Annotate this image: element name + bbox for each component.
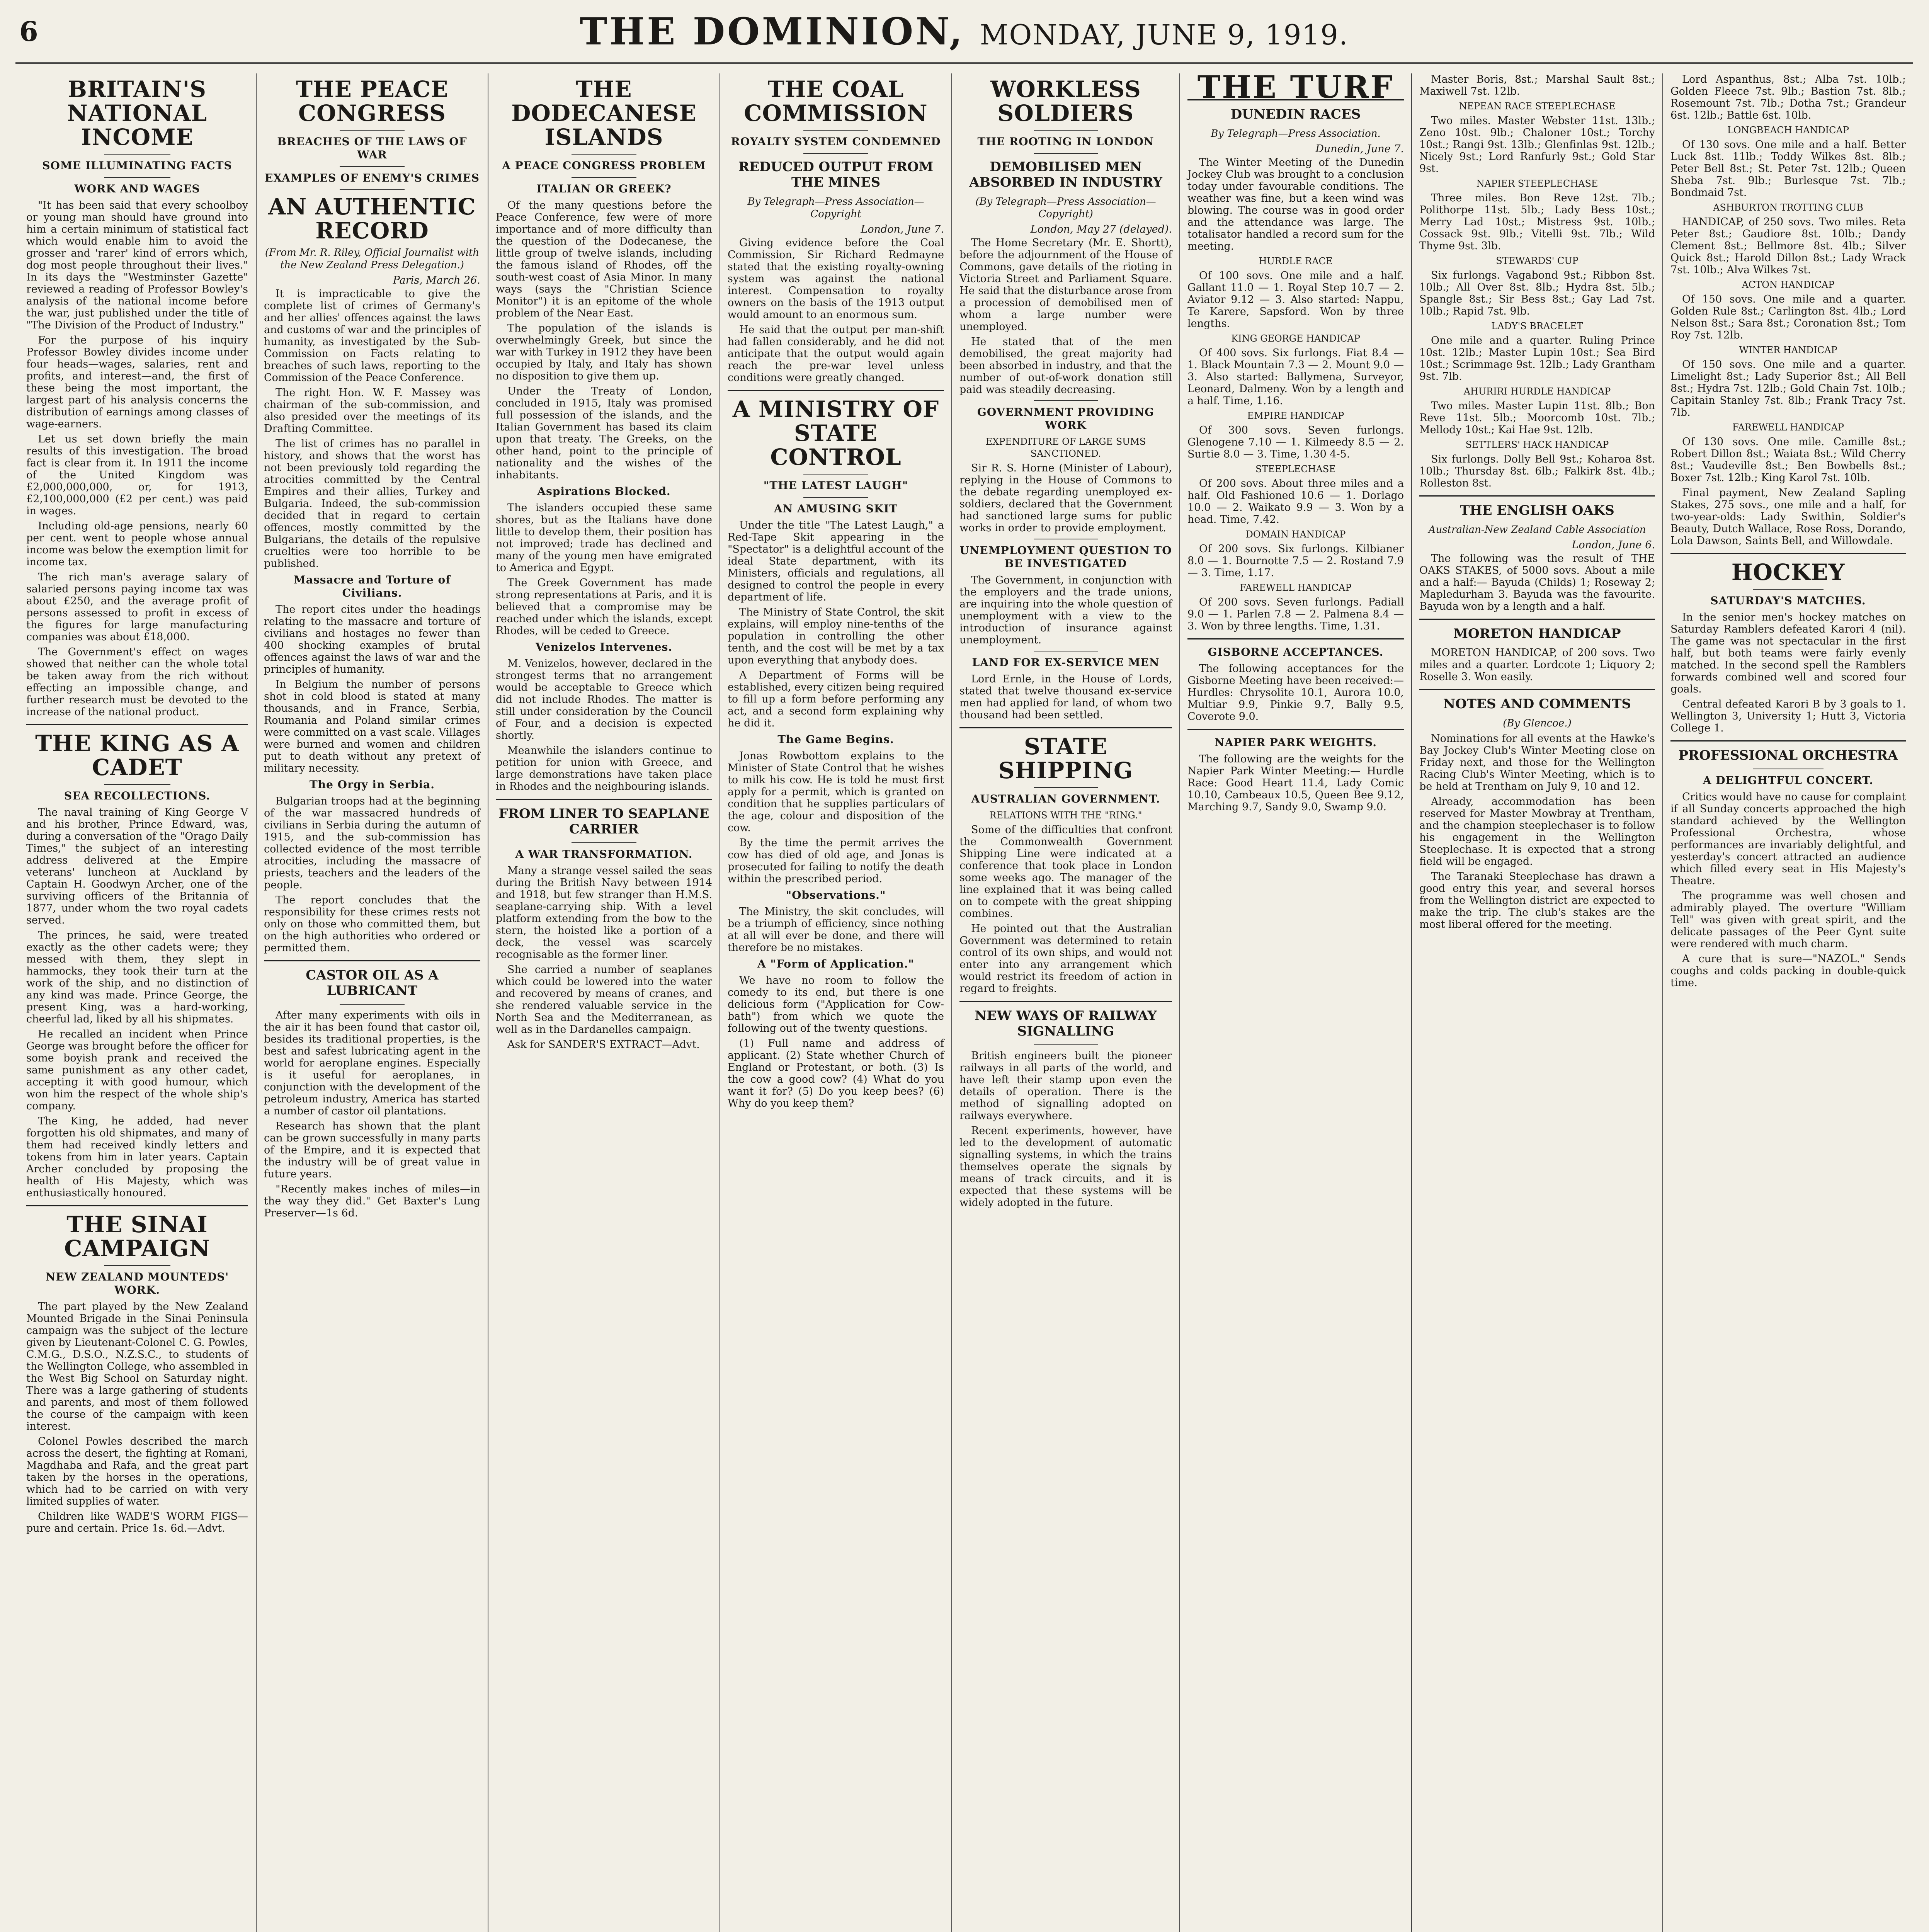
dateline: London, May 27 (delayed). bbox=[1030, 223, 1172, 235]
paragraph: The Government, in conjunction with the employers and the trade unions, are inquiring into the whole question of unemployment with a view to the introduction of insurance against unemployment. bbox=[959, 574, 1172, 646]
advertisement: A cure that is sure—"NAZOL." Sends coughs and colds packing in double-quick time. bbox=[1670, 953, 1906, 989]
headline-national-income: BRITAIN'S NATIONAL INCOME bbox=[67, 76, 208, 150]
subhead: GISBORNE ACCEPTANCES. bbox=[1208, 646, 1384, 658]
paragraph: Recent experiments, however, have led to the development of automatic signalling systems, in which the trains themselves operate the signals by means of track circuits, and it is expected that these systems will be widely adopted in the future. bbox=[959, 1125, 1172, 1209]
paragraph: The Government's effect on wages showed that neither can the whole total be taken away from the rich without effecting an impossible change, and further research must be devoted to the increase of the national product. bbox=[26, 646, 248, 718]
paragraph: He pointed out that the Australian Government was determined to retain control of its own ships, and would not enter into any arrangement which would restrict its freedom of action in regard to freights. bbox=[959, 923, 1172, 995]
race-title: SETTLERS' HACK HANDICAP bbox=[1465, 439, 1609, 450]
subhead: A "Form of Application." bbox=[757, 957, 914, 970]
column-rule bbox=[1179, 73, 1180, 1932]
subhead: AN AMUSING SKIT bbox=[774, 502, 898, 515]
paragraph: Jonas Rowbottom explains to the Minister of State Control that he wishes to milk his cow. He is told he must first apply for a permit, which is granted on condition that he supplies particulars of the age, colour and disposition of the cow. bbox=[728, 750, 944, 834]
headline-sinai-campaign: THE SINAI CAMPAIGN bbox=[64, 1211, 210, 1262]
subhead: "Observations." bbox=[786, 889, 886, 901]
column-rule bbox=[1662, 73, 1663, 1932]
paragraph: (1) Full name and address of applicant. (2) State whether Church of England or Protestant, or both. (3) Is the cow a good cow? (4) What do you want it for? (5) Do you keep bees? (6) Why do you keep them? bbox=[728, 1037, 944, 1109]
race-entries: Of 150 sovs. One mile and a quarter. Limelight 8st.; Lady Superior 8st.; All Bell 8st.; Hydra 7st. 12lb.; Gold Chain 7st. 10lb.; Capitain Stanley 7st. 8lb.; Frank Tracy 7st. 7lb. bbox=[1670, 359, 1906, 418]
headline-dunedin-races: DUNEDIN RACES bbox=[1230, 107, 1361, 122]
paragraph: The following was the result of THE OAKS STAKES, of 5000 sovs. About a mile and a half:— Bayuda (Childs) 1; Roseway 2; Mapledurham 3. Bayuda was the favourite. Bayuda won by a length and a half. bbox=[1419, 553, 1655, 612]
paragraph: Under the Treaty of London, concluded in 1915, Italy was promised full possession of the islands, and the Italian Government has based its claim upon that treaty. The Greeks, on the other hand, point to the principle of nationality and the wishes of the inhabitants. bbox=[496, 385, 712, 481]
subhead: NAPIER PARK WEIGHTS. bbox=[1215, 736, 1377, 749]
subhead: SOME ILLUMINATING FACTS bbox=[42, 159, 232, 172]
paragraph: The programme was well chosen and admirably played. The overture "William Tell" was given with great spirit, and the delicate passages of the Peer Gynt suite were rendered with much charm. bbox=[1670, 890, 1906, 950]
byline: (By Glencoe.) bbox=[1503, 718, 1572, 729]
paragraph: Giving evidence before the Coal Commission, Sir Richard Redmayne stated that the existing royalty-owning system was against the national interest. Compensation to royalty owners on the basis of the 1913 output would amount to an enormous sum. bbox=[728, 237, 944, 321]
paragraph: He recalled an incident when Prince George was brought before the officer for some boyish prank and received the same punishment as any other cadet, accepting it with good humour, which won him the respect of the whole ship's company. bbox=[26, 1028, 248, 1112]
paragraph: The report cites under the headings relating to the massacre and torture of civilians and hostages no fewer than 400 shocking examples of brutal offences against the laws of war and the principles of humanity. bbox=[264, 604, 480, 675]
race-title: STEEPLECHASE bbox=[1255, 464, 1336, 474]
paragraph: In Belgium the number of persons shot in cold blood is stated at many thousands, and in France, Serbia, Roumania and Poland similar crimes were committed on a vast scale. Villages were burned and women and children put to death without any pretext of military necessity. bbox=[264, 679, 480, 774]
masthead bbox=[15, 4, 1913, 64]
subhead: Venizelos Intervenes. bbox=[535, 641, 673, 653]
paragraph: Colonel Powles described the march across the desert, the fighting at Romani, Magdhaba and Rafa, and the great part taken by the horses in the operations, which had to be carried on with very limited supplies of water. bbox=[26, 1435, 248, 1507]
paragraph: The naval training of King George V and his brother, Prince Edward, was, during a conversation of the "Orago Daily Times," the subject of an interesting address delivered at the Empire veterans' luncheon at Auckland by Captain H. Goodwyn Archer, one of the surviving officers of the Britannia of 1877, under whom the two royal cadets served. bbox=[26, 806, 248, 926]
paragraph: The Home Secretary (Mr. E. Shortt), before the adjournment of the House of Commons, gave details of the rioting in Victoria Street and Parliament Square. He said that the disturbance arose from a procession of demobilised men of whom a large number were unemployed. bbox=[959, 237, 1172, 333]
headline-seaplane-carrier: FROM LINER TO SEAPLANE CARRIER bbox=[498, 806, 709, 837]
column-3 bbox=[489, 73, 719, 1932]
paragraph: He said that the output per man-shift had fallen considerably, and he did not anticipate that the output would again reach the pre-war level unless conditions were greatly changed. bbox=[728, 324, 944, 384]
subhead: SATURDAY'S MATCHES. bbox=[1710, 594, 1866, 607]
paragraph: Lord Ernle, in the House of Lords, stated that twelve thousand ex-service men had applied for land, of whom two thousand had been settled. bbox=[959, 673, 1172, 721]
headline-state-shipping: STATE SHIPPING bbox=[998, 733, 1133, 784]
race-result: Of 200 sovs. Six furlongs. Kilbianer 8.0 — 1. Bournotte 7.5 — 2. Rostand 7.9 — 3. Time, 1.17. bbox=[1187, 543, 1404, 579]
race-title: AHURIRI HURDLE HANDICAP bbox=[1463, 386, 1611, 397]
race-result: Of 400 sovs. Six furlongs. Fiat 8.4 — 1. Black Mountain 7.3 — 2. Mount 9.0 — 3. Also started: Ballymena, Surveyor, Leonard, Dalmeny. Won by a length and a half. Time, 1.16. bbox=[1187, 347, 1404, 407]
subhead: Massacre and Torture of Civilians. bbox=[293, 573, 451, 599]
dateline: Paris, March 26. bbox=[393, 274, 480, 286]
credit: (By Telegraph—Press Association—Copyright) bbox=[975, 196, 1156, 220]
subhead: THE ROOTING IN LONDON bbox=[977, 135, 1154, 148]
paragraph: British engineers built the pioneer railways in all parts of the world, and have left their stamp upon even the details of operation. There is the method of signalling adopted on railways everywhere. bbox=[959, 1050, 1172, 1122]
paragraph: Central defeated Karori B by 3 goals to 1. Wellington 3, University 1; Hutt 3, Victoria College 1. bbox=[1670, 698, 1906, 734]
paragraph: He stated that of the men demobilised, the great majority had been absorbed in industry, and that the number of out-of-work donation still paid was steadily decreasing. bbox=[959, 336, 1172, 396]
race-title: KING GEORGE HANDICAP bbox=[1231, 333, 1360, 344]
column-5 bbox=[953, 73, 1179, 1932]
subhead: RELATIONS WITH THE "RING." bbox=[989, 810, 1142, 821]
paragraph: The Ministry of State Control, the skit explains, will employ nine-tenths of the population in controlling the other tenth, and the cost will be met by a tax upon everything that anybody does. bbox=[728, 606, 944, 666]
paragraph: The population of the islands is overwhelmingly Greek, but since the war with Turkey in 1912 they have been occupied by Italy, and Italy has shown no disposition to give them up. bbox=[496, 322, 712, 382]
headline-peace-congress: THE PEACE CONGRESS bbox=[296, 76, 449, 126]
subhead: The Game Begins. bbox=[777, 733, 894, 746]
race-entries: Two miles. Master Lupin 11st. 8lb.; Bon Reve 11st. 5lb.; Moorcomb 10st. 7lb.; Mellody 10st.; Kai Hae 9st. 12lb. bbox=[1419, 400, 1655, 436]
credit: Australian-New Zealand Cable Association bbox=[1428, 524, 1646, 536]
headline-english-oaks: THE ENGLISH OAKS bbox=[1460, 503, 1614, 518]
headline-professional-orchestra: PROFESSIONAL ORCHESTRA bbox=[1678, 748, 1898, 763]
race-title: NAPIER STEEPLECHASE bbox=[1476, 178, 1598, 189]
paragraph: MORETON HANDICAP, of 200 sovs. Two miles and a quarter. Lordcote 1; Liquory 2; Roselle 3. Won easily. bbox=[1419, 647, 1655, 683]
paragraph: She carried a number of seaplanes which could be lowered into the water and recovered by means of cranes, and she rendered valuable service in the North Sea and the Mediterranean, as well as in the Dardanelles campaign. bbox=[496, 964, 712, 1036]
subhead: WORK AND WAGES bbox=[74, 182, 200, 195]
paragraph: For the purpose of his inquiry Professor Bowley divides income under four heads—wages, salaries, rent and profits, and interest—and, the first of these being the most important, the largest part of his analysis concerns the distribution of earnings among classes of wage-earners. bbox=[26, 334, 248, 430]
race-title: DOMAIN HANDICAP bbox=[1245, 529, 1346, 540]
column-4 bbox=[721, 73, 951, 1932]
paper-name: THE DOMINION, bbox=[580, 10, 965, 53]
paragraph: By the time the permit arrives the cow has died of old age, and Jonas is prosecuted for failing to notify the death within the prescribed period. bbox=[728, 837, 944, 885]
race-title: ACTON HANDICAP bbox=[1742, 279, 1835, 290]
paragraph: Some of the difficulties that confront the Commonwealth Government Shipping Line were indicated at a conference that took place in London some weeks ago. The manager of the line explained that it was being called on to compete with the great shipping combines. bbox=[959, 824, 1172, 920]
race-entries: Six furlongs. Vagabond 9st.; Ribbon 8st. 10lb.; All Over 8st. 8lb.; Hydra 8st. 5lb.; Spangle 8st.; Sir Bess 8st.; Gay Lad 7st. 10lb.; Rapid 7st. 9lb. bbox=[1419, 269, 1655, 317]
race-entries: Six furlongs. Dolly Bell 9st.; Koharoa 8st. 10lb.; Thursday 8st. 6lb.; Falkirk 8st. 4lb.; Rolleston 8st. bbox=[1419, 453, 1655, 489]
race-entries: One mile and a quarter. Ruling Prince 10st. 12lb.; Master Lupin 10st.; Sea Bird 10st.; Scrimmage 9st. 12lb.; Lady Grantham 9st. 7lb. bbox=[1419, 335, 1655, 383]
paragraph: A Department of Forms will be established, every citizen being required to fill up a form before performing any act, and a second form explaining why he did it. bbox=[728, 669, 944, 729]
paragraph: The following acceptances for the Gisborne Meeting have been received:— Hurdles: Chrysolite 10.1, Aurora 10.0, Multiar 9.9, Pinkie 9.7, Bally 9.5, Coverote 9.0. bbox=[1187, 663, 1404, 723]
headline-dodecanese: THE DODECANESE ISLANDS bbox=[511, 76, 697, 150]
advertisement: "Recently makes inches of miles—in the way they did." Get Baxter's Lung Preserver—1s 6d. bbox=[264, 1183, 480, 1219]
dateline: London, June 7. bbox=[861, 223, 944, 235]
headline-castor-oil: CASTOR OIL AS A LUBRICANT bbox=[306, 968, 439, 998]
subhead: ITALIAN OR GREEK? bbox=[536, 182, 672, 195]
headline-ministry-state-control: A MINISTRY OF STATE CONTROL bbox=[732, 396, 939, 470]
paragraph: The Greek Government has made strong representations at Paris, and it is believed that a compromise may be reached under which the islands, except Rhodes, will be ceded to Greece. bbox=[496, 577, 712, 637]
column-8 bbox=[1664, 73, 1913, 1932]
paragraph: The King, he added, had never forgotten his old shipmates, and many of them had received kindly letters and tokens from him in later years. Captain Archer concluded by proposing the health of His Majesty, which was enthusiastically honoured. bbox=[26, 1115, 248, 1199]
subhead: LAND FOR EX-SERVICE MEN bbox=[972, 656, 1160, 669]
race-result: Of 200 sovs. Seven furlongs. Padiall 9.0 — 1. Parlen 7.8 — 2. Palmena 8.4 — 3. Won by three lengths. Time, 1.31. bbox=[1187, 596, 1404, 632]
advertisement: Children like WADE'S WORM FIGS—pure and certain. Price 1s. 6d.—Advt. bbox=[26, 1510, 248, 1534]
paragraph: The report concludes that the responsibility for these crimes rests not only on those who committed them, but on the high authorities who ordered or permitted them. bbox=[264, 894, 480, 954]
subhead: SEA RECOLLECTIONS. bbox=[64, 789, 211, 802]
paragraph: The part played by the New Zealand Mounted Brigade in the Sinai Peninsula campaign was the subject of the lecture given by Lieutenant-Colonel C. G. Powles, C.M.G., D.S.O., N.Z.S.C., to students of the Wellington College, who assembled in the West Big School on Saturday night. There was a large gathering of students and parents, and most of them followed the course of the campaign with keen interest. bbox=[26, 1301, 248, 1432]
race-title: WINTER HANDICAP bbox=[1739, 345, 1837, 355]
paragraph: Let us set down briefly the main results of this investigation. The broad fact is clear from it. In 1911 the income of the United Kingdom was £2,000,000,000, or, for 1913, £2,100,000,000 (£2 per cent.) was paid in wages. bbox=[26, 433, 248, 517]
subhead: REDUCED OUTPUT FROM THE MINES bbox=[738, 159, 934, 190]
paragraph: "It has been said that every schoolboy or young man should have ground into him a certain minimum of statistical fact which would enable him to avoid the grosser and 'rarer' kind of errors which, dog most people throughout their lives." In its days the "Westminster Gazette" reviewed a reading of Professor Bowley's analysis of the national income before the war, just published under the title of "The Division of the Product of Industry." bbox=[26, 199, 248, 331]
paragraph: The right Hon. W. F. Massey was chairman of the sub-commission, and also presided over the meetings of its Drafting Committee. bbox=[264, 387, 480, 435]
subhead: A WAR TRANSFORMATION. bbox=[515, 848, 693, 861]
race-entries: HANDICAP, of 250 sovs. Two miles. Reta Peter 8st.; Gaudiore 8st. 10lb.; Dandy Clement 8st.; Bellmore 8st. 4lb.; Silver Quick 8st.; Harold Dillon 8st.; Lady Wrack 7st. 10lb.; Alva Wilkes 7st. bbox=[1670, 216, 1906, 276]
paragraph: We have no room to follow the comedy to its end, but there is one delicious form ("Application for Cow-bath") from which we quote the following out of the twenty questions. bbox=[728, 975, 944, 1034]
paragraph: Of the many questions before the Peace Conference, few were of more importance and of more difficulty than the question of the Dodecanese, the little group of twelve islands, including the famous island of Rhodes, off the south-west coast of Asia Minor. In many ways (says the "Christian Science Monitor") it is an epitome of the whole problem of the Near East. bbox=[496, 199, 712, 319]
headline-authentic-record: AN AUTHENTIC RECORD bbox=[268, 194, 476, 244]
paragraph: In the senior men's hockey matches on Saturday Ramblers defeated Karori 4 (nil). The game was not spectacular in the first half, but both teams were fairly evenly matched. In the second spell the Ramblers forwards combined well and scored four goals. bbox=[1670, 611, 1906, 695]
subhead: UNEMPLOYMENT QUESTION TO BE INVESTIGATED bbox=[959, 544, 1172, 570]
credit: By Telegraph—Press Association. bbox=[1211, 128, 1381, 139]
subhead: A PEACE CONGRESS PROBLEM bbox=[502, 159, 706, 172]
dateline: London, June 6. bbox=[1572, 539, 1655, 551]
race-entries: Of 130 sovs. One mile and a half. Better Luck 8st. 11lb.; Toddy Wilkes 8st. 8lb.; Peter Bell 8st.; St. Peter 7st. 12lb.; Queen Sheba 7st. 9lb.; Burlesque 7st. 7lb.; Bondmaid 7st. bbox=[1670, 139, 1906, 199]
paragraph: Many a strange vessel sailed the seas during the British Navy between 1914 and 1918, but few stranger than H.M.S. seaplane-carrying ship. With a level platform extending from the bow to the stern, the hoisted like a portion of a deck, the vessel was scarcely recognisable as the former liner. bbox=[496, 865, 712, 961]
paragraph: Sir R. S. Horne (Minister of Labour), replying in the House of Commons to the debate regarding unemployed ex-soldiers, declared that the Government had sanctioned large sums for public works in order to provide employment. bbox=[959, 462, 1172, 534]
paragraph: Nominations for all events at the Hawke's Bay Jockey Club's Winter Meeting close on Friday next, and those for the Wellington Racing Club's Winter Meeting, which is to be held at Trentham on July 9, 10 and 12. bbox=[1419, 733, 1655, 793]
column-6 bbox=[1181, 73, 1411, 1932]
paragraph: Meanwhile the islanders continue to petition for union with Greece, and large demonstrations have taken place in Rhodes and the neighbouring islands. bbox=[496, 745, 712, 793]
subhead: EXPENDITURE OF LARGE SUMS SANCTIONED. bbox=[985, 436, 1146, 459]
race-result: Of 200 sovs. About three miles and a half. Old Fashioned 10.6 — 1. Dorlago 10.0 — 2. Waikato 9.9 — 3. Won by a head. Time, 7.42. bbox=[1187, 478, 1404, 526]
page-number: 6 bbox=[19, 15, 38, 48]
paragraph: Final payment, New Zealand Sapling Stakes, 275 sovs., one mile and a half, for two-year-olds: Lady Swithin, Soldier's Beauty, Dutch Wallace, Rose Ross, Dorando, Lola Dawson, Saints Bell, and Willowdale. bbox=[1670, 487, 1906, 547]
race-entries: Two miles. Master Webster 11st. 13lb.; Zeno 10st. 9lb.; Chaloner 10st.; Torchy 10st.; Rangi 9st. 13lb.; Glenfinlas 9st. 12lb.; Nicely 9st.; Lord Ranfurly 9st.; Gold Star 9st. bbox=[1419, 115, 1655, 175]
paragraph: The Winter Meeting of the Dunedin Jockey Club was brought to a conclusion today under favourable conditions. The weather was fine, but a keen wind was blowing. The course was in good order and the attendance was large. The totalisator handled a record sum for the meeting. bbox=[1187, 156, 1404, 252]
race-result: Of 300 sovs. Seven furlongs. Glenogene 7.10 — 1. Kilmeedy 8.5 — 2. Surtie 8.0 — 3. Time, 1.30 4-5. bbox=[1187, 424, 1404, 460]
subhead: DEMOBILISED MEN ABSORBED IN INDUSTRY bbox=[969, 159, 1162, 190]
race-title: LONGBEACH HANDICAP bbox=[1727, 125, 1849, 136]
paragraph: After many experiments with oils in the air it has been found that castor oil, besides its traditional properties, is the best and safest lubricating agent in the world for aeroplane engines. Especially is it useful for aeroplanes, in conjunction with the development of the petroleum industry, America has started a number of castor oil plantations. bbox=[264, 1009, 480, 1117]
race-title: FAREWELL HANDICAP bbox=[1240, 582, 1352, 593]
subhead: Aspirations Blocked. bbox=[537, 485, 671, 498]
race-title: FAREWELL HANDICAP bbox=[1732, 422, 1844, 433]
race-title: ASHBURTON TROTTING CLUB bbox=[1713, 202, 1863, 213]
race-title: NEPEAN RACE STEEPLECHASE bbox=[1459, 101, 1616, 112]
headline-moreton-handicap: MORETON HANDICAP bbox=[1453, 626, 1621, 641]
headline-railway-signalling: NEW WAYS OF RAILWAY SIGNALLING bbox=[975, 1008, 1157, 1039]
subhead: "THE LATEST LAUGH" bbox=[763, 479, 908, 492]
column-7 bbox=[1412, 73, 1662, 1932]
subhead: GOVERNMENT PROVIDING WORK bbox=[977, 406, 1155, 432]
paragraph: The rich man's average salary of salaried persons paying income tax was about £250, and the average profit of persons assessed to profit in excess of the figures for large manufacturing companies was about £18,000. bbox=[26, 571, 248, 643]
subhead: ROYALTY SYSTEM CONDEMNED bbox=[731, 135, 941, 148]
column-rule bbox=[1411, 73, 1412, 1932]
turf-logo: THE TURF bbox=[1197, 73, 1394, 105]
race-entries: Of 130 sovs. One mile. Camille 8st.; Robert Dillon 8st.; Waiata 8st.; Wild Cherry 8st.; Vaudeville 8st.; Ben Bowbells 8st.; Boxer 7st. 12lb.; King Karol 7st. 10lb. bbox=[1670, 436, 1906, 484]
paper-title bbox=[15, 10, 1913, 53]
dateline: Dunedin, June 7. bbox=[1315, 143, 1404, 155]
column-rule bbox=[256, 73, 257, 1932]
advertisement: Ask for SANDER'S EXTRACT—Advt. bbox=[507, 1039, 700, 1051]
paragraph: Critics would have no cause for complaint if all Sunday concerts approached the high standard achieved by the Wellington Professional Orchestra, whose performances are invariably delightful, and yesterday's concert attracted an audience which filled every seat in His Majesty's Theatre. bbox=[1670, 791, 1906, 887]
column-rule bbox=[951, 73, 952, 1932]
headline-king-cadet: THE KING AS A CADET bbox=[35, 730, 239, 781]
headline-hockey: HOCKEY bbox=[1731, 559, 1845, 585]
column-2 bbox=[257, 73, 487, 1932]
subhead: AUSTRALIAN GOVERNMENT. bbox=[971, 793, 1160, 805]
paragraph: The following are the weights for the Napier Park Winter Meeting:— Hurdle Race: Good Heart 11.4, Lady Comic 10.10, Cambeaux 10.5, Queen Bee 9.12, Marching 9.7, Sandy 9.0, Swamp 9.0. bbox=[1187, 753, 1404, 813]
paragraph: It is impracticable to give the complete list of crimes of Germany's and her allies' offences against the laws and customs of war and the principles of humanity, as investigated by the Sub-Commission on Facts relating to breaches of such laws, reporting to the Commission of the Peace Conference. bbox=[264, 288, 480, 384]
race-entries: Three miles. Bon Reve 12st. 7lb.; Polithorpe 11st. 5lb.; Lady Bess 10st.; Merry Lad 10st.; Mistress 9st. 10lb.; Cossack 9st. 9lb.; Vitelli 9st. 7lb.; Wild Thyme 9st. 3lb. bbox=[1419, 192, 1655, 252]
race-title: LADY'S BRACELET bbox=[1491, 321, 1583, 332]
subhead: A DELIGHTFUL CONCERT. bbox=[1703, 774, 1874, 787]
paragraph: Master Boris, 8st.; Marshal Sault 8st.; Maxiwell 7st. 12lb. bbox=[1419, 73, 1655, 97]
issue-date: MONDAY, JUNE 9, 1919. bbox=[980, 19, 1349, 51]
byline: (From Mr. R. Riley, Official Journalist with the New Zealand Press Delegation.) bbox=[265, 247, 480, 271]
race-title: EMPIRE HANDICAP bbox=[1247, 410, 1344, 421]
headline-coal-commission: THE COAL COMMISSION bbox=[744, 76, 928, 126]
race-entries: Of 150 sovs. One mile and a quarter. Golden Rule 8st.; Carlington 8st. 4lb.; Lord Nelson 8st.; Sara 8st.; Coronation 8st.; Tom Roy 7st. 12lb. bbox=[1670, 293, 1906, 341]
headline-notes-comments: NOTES AND COMMENTS bbox=[1443, 696, 1631, 712]
paragraph: The islanders occupied these same shores, but as the Italians have done little to develop them, their position has not improved; trade has declined and many of the young men have emigrated to America and Egypt. bbox=[496, 502, 712, 574]
paragraph: The princes, he said, were treated exactly as the other cadets were; they messed with them, they slept in hammocks, they took their turn at the work of the ship, and no distinction of any kind was made. Prince George, the present King, was a hard-working, cheerful lad, liked by all his shipmates. bbox=[26, 929, 248, 1025]
paragraph: Research has shown that the plant can be grown successfully in many parts of the Empire, and it is expected that the industry will be of great value in future years. bbox=[264, 1120, 480, 1180]
paragraph: The Taranaki Steeplechase has drawn a good entry this year, and several horses from the Wellington district are expected to make the trip. The club's stakes are the most liberal offered for the meeting. bbox=[1419, 871, 1655, 930]
credit: By Telegraph—Press Association—Copyright bbox=[747, 196, 924, 220]
paragraph: Lord Aspanthus, 8st.; Alba 7st. 10lb.; Golden Fleece 7st. 9lb.; Bastion 7st. 8lb.; Rosemount 7st. 7lb.; Dotha 7st.; Grandeur 6st. 12lb.; Battle 6st. 10lb. bbox=[1670, 73, 1906, 121]
headline-workless-soldiers: WORKLESS SOLDIERS bbox=[990, 76, 1141, 126]
race-result: Of 100 sovs. One mile and a half. Gallant 11.0 — 1. Royal Step 10.7 — 2. Aviator 9.12 — 3. Also started: Nappu, Te Karere, Sapsford. Won by three lengths. bbox=[1187, 270, 1404, 330]
column-1 bbox=[19, 73, 255, 1932]
subhead: The Orgy in Serbia. bbox=[309, 778, 435, 791]
paragraph: Bulgarian troops had at the beginning of the war massacred hundreds of civilians in Serbia during the autumn of 1915, and the sub-commission has collected evidence of the most terrible atrocities, including the massacre of priests, teachers and the leaders of the people. bbox=[264, 795, 480, 891]
paragraph: The list of crimes has no parallel in history, and shows that the worst has not been previously told regarding the atrocities committed by the Central Empires and their allies, Turkey and Bulgaria. Indeed, the sub-commission decided that in regard to certain offences, mostly committed by the Bulgarians, the details of the repulsive cruelties were too horrible to be published. bbox=[264, 438, 480, 570]
paragraph: Including old-age pensions, nearly 60 per cent. went to people whose annual income was below the exemption limit for income tax. bbox=[26, 520, 248, 568]
paragraph: The Ministry, the skit concludes, will be a triumph of efficiency, since nothing at all will ever be done, and there will therefore be no mistakes. bbox=[728, 906, 944, 954]
subhead: BREACHES OF THE LAWS OF WAR bbox=[277, 135, 467, 161]
paragraph: Already, accommodation has been reserved for Master Mowbray at Trentham, and the champion steeplechaser is to follow his engagement in the Wellington Steeplechase. It is expected that a strong field will be engaged. bbox=[1419, 796, 1655, 867]
race-title: STEWARDS' CUP bbox=[1496, 255, 1579, 266]
paragraph: Under the title "The Latest Laugh," a Red-Tape Skit appearing in the "Spectator" is a delightful account of the ideal State department, with its Ministers, officials and regulations, all designed to control the people in every department of life. bbox=[728, 519, 944, 603]
race-title: HURDLE RACE bbox=[1259, 256, 1333, 267]
paragraph: M. Venizelos, however, declared in the strongest terms that no arrangement would be acceptable to Greece which did not include Rhodes. The matter is still under consideration by the Council of Four, and a decision is expected shortly. bbox=[496, 658, 712, 742]
subhead: NEW ZEALAND MOUNTEDS' WORK. bbox=[45, 1270, 229, 1296]
subhead: EXAMPLES OF ENEMY'S CRIMES bbox=[265, 172, 480, 184]
